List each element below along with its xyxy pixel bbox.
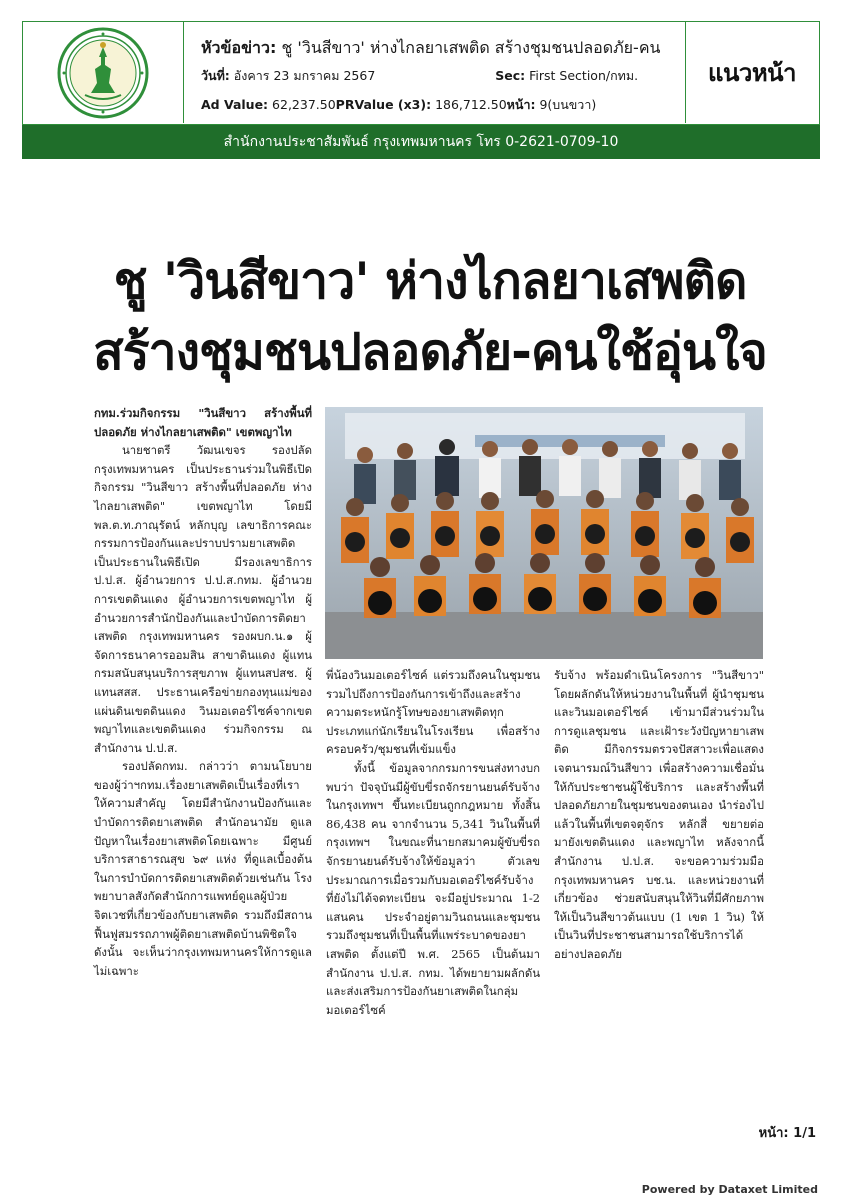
headline-row — [201, 36, 660, 61]
pr-value: 186,712.50 — [435, 97, 507, 112]
pr-value-label: PRValue (x3): — [335, 97, 432, 112]
publication-cell — [685, 22, 819, 123]
article-column-3 — [554, 666, 764, 964]
clipping-meta — [183, 22, 686, 123]
page-label: หน้า: — [506, 97, 536, 112]
headline-label: หัวข้อข่าว: — [201, 38, 277, 57]
article-column-2 — [326, 666, 540, 1019]
page-count: หน้า: 1/1 — [758, 1126, 816, 1141]
ad-value-label: Ad Value: — [201, 97, 269, 112]
bangkok-seal-logo — [55, 25, 151, 121]
date-row — [201, 66, 638, 86]
article-paragraph: ทั้งนี้ ข้อมูลจากกรมการขนส่งทางบกพบว่า ปัจจุบันมีผู้ขับขี่รถจักรยานยนต์รับจ้างในกรุงเทพฯ ขึ้นทะเบียนถูกกฎหมาย ทั้งสิ้น 86,438 คน จากจำนวน 5,341 วินในพื้นที่กรุงเทพฯ ในขณะที่นายกสมาคมผู้ขับขี่รถจักรยานยนต์รับจ้างให้ข้อมูลว่า ตัวเลขประมาณการเมื่อรวมกับมอเตอร์ไซค์รับจ้างที่ยังไม่ได้จดทะเบียน จะมีอยู่ประมาณ 1-2 แสนคน ประจำอยู่ตามวินถนนและชุมชน รวมถึงชุมชนที่เป็นพื้นที่แพร่ระบาดของยาเสพติด ตั้งแต่ปี พ.ศ. 2565 เป็นต้นมา สำนักงาน ป.ป.ส. กทม. ได้พยายามผลักดันและส่งเสริมการป้องกันยาเสพติดในกลุ่มมอเตอร์ไซค์ — [326, 760, 540, 1017]
page-value: 9(บนขวา) — [539, 97, 597, 112]
logo-cell — [23, 22, 184, 123]
value-row — [201, 95, 596, 115]
section-label: Sec: — [495, 68, 526, 83]
article-paragraph: พี่น้องวินมอเตอร์ไซค์ แต่รวมถึงคนในชุมชน รวมไปถึงการป้องกันการเข้าถึงและสร้างความตระหนักรู้โทษของยาเสพติดทุกประเภทแก่นักเรียนในโรงเรียน เพื่อสร้างครอบครัว/ชุมชนที่เข้มแข็ง — [326, 668, 540, 757]
powered-by: Powered by Dataxet Limited — [641, 1183, 818, 1196]
article-headline-line1: ชู 'วินสีขาว' ห่างไกลยาเสพติด — [113, 252, 747, 310]
article-lead: กทม.ร่วมกิจกรรม "วินสีขาว สร้างพื้นที่ปลอดภัย ห่างไกลยาเสพติด" เขตพญาไท — [94, 406, 312, 439]
article-paragraph: รับจ้าง พร้อมดำเนินโครงการ "วินสีขาว" โดยผลักดันให้หน่วยงานในพื้นที่ ผู้นำชุมชน และวินมอเตอร์ไซค์ เข้ามามีส่วนร่วมในการดูแลชุมชน และเฝ้าระวังปัญหายาเสพติด มีกิจกรรมตรวจปัสสาวะเพื่อแสดงเจตนารมณ์วินสีขาว เพื่อสร้างความเชื่อมั่นให้กับประชาชนผู้ใช้บริการ และสร้างพื้นที่ปลอดภัยภายในชุมชนของตนเอง นำร่องไปแล้วในพื้นที่เขตจตุจักร หลักสี่ ขยายต่อมายังเขตดินแดง และพญาไท หลังจากนี้ สำนักงาน ป.ป.ส. จะขอความร่วมมือกรุงเทพมหานคร บช.น. และหน่วยงานที่เกี่ยวข้อง ช่วยสนับสนุนให้วินที่มีศักยภาพให้เป็นวินสีขาวต้นแบบ (1 เขต 1 วิน) ให้เป็นวินที่ประชาชนสามารถใช้บริการได้อย่างปลอดภัย — [554, 668, 764, 961]
date-value: อังคาร 23 มกราคม 2567 — [233, 68, 376, 83]
article-column-1 — [94, 404, 312, 980]
office-contact-bar: สำนักงานประชาสัมพันธ์ กรุงเทพมหานคร โทร 0-2621-0709-10 — [22, 125, 820, 159]
headline-value: ชู 'วินสีขาว' ห่างไกลยาเสพติด สร้างชุมชนปลอดภัย-คน — [281, 38, 661, 57]
ad-value: 62,237.50 — [272, 97, 336, 112]
article-paragraph: รองปลัดกทม. กล่าวว่า ตามนโยบายของผู้ว่าฯกทม.เรื่องยาเสพติดเป็นเรื่องที่เราให้ความสำคัญ โดยมีสำนักงานป้องกันและบำบัดการติดยาเสพติด สำนักอนามัย ดูแลปัญหาในเรื่องยาเสพติดโดยเฉพาะ มีศูนย์บริการสาธารณสุข ๖๙ แห่ง ที่ดูแลเบื้องต้นในการบำบัดการติดยาเสพติดด้วยเช่นกัน โรงพยาบาลสังกัดสำนักการแพทย์ดูแลผู้ป่วยจิตเวชที่เกี่ยวข้องกับยาเสพติด รวมถึงมีสถานฟื้นฟูสมรรถภาพผู้ติดยาเสพติดบ้านพิชิตใจ ดังนั้น จะเห็นว่ากรุงเทพมหานครให้การดูแลไม่เฉพาะ — [94, 759, 312, 978]
article-headline-line2: สร้างชุมชนปลอดภัย-คนใช้อุ่นใจ — [93, 323, 767, 381]
article-paragraph: นายชาตรี วัฒนเขจร รองปลัดกรุงเทพมหานคร เป็นประธานร่วมในพิธีเปิดกิจกรรม "วินสีขาว สร้างพื้นที่ปลอดภัย ห่างไกลยาเสพติด" เขตพญาไท โดยมี พล.ต.ท.ภาณุรัตน์ หลักบุญ เลขาธิการคณะกรรมการป้องกันและปราบปรามยาเสพติด เป็นประธานในพิธีเปิด มีรองเลขาธิการ ป.ป.ส. ผู้อำนวยการ ป.ป.ส.กทม. ผู้อำนวยการเขตดินแดง ผู้อำนวยการเขตพญาไท ผู้อำนวยการสำนักป้องกันและบำบัดการติดยาเสพติด กรุงเทพมหานคร รองผบก.น.๑ ผู้จัดการธนาคารออมสิน สาขาดินแดง ผู้แทนกรมสนับสนุนบริการสุขภาพ ผู้แทนสปสช. ผู้แทนสสส. ประธานเครือข่ายกองทุนแม่ของแผ่นดินเขตดินแดง วินมอเตอร์ไซค์จากเขตพญาไทและเขตดินแดง ร่วมกิจกรรม ณ สำนักงาน ป.ป.ส. — [94, 443, 312, 755]
clipping-header — [22, 21, 820, 125]
section-value: First Section/กทม. — [529, 68, 639, 83]
article-photo — [325, 407, 763, 659]
publication-name: แนวหน้า — [707, 59, 797, 87]
group-photo-illustration — [325, 407, 763, 659]
date-label: วันที่: — [201, 68, 230, 83]
